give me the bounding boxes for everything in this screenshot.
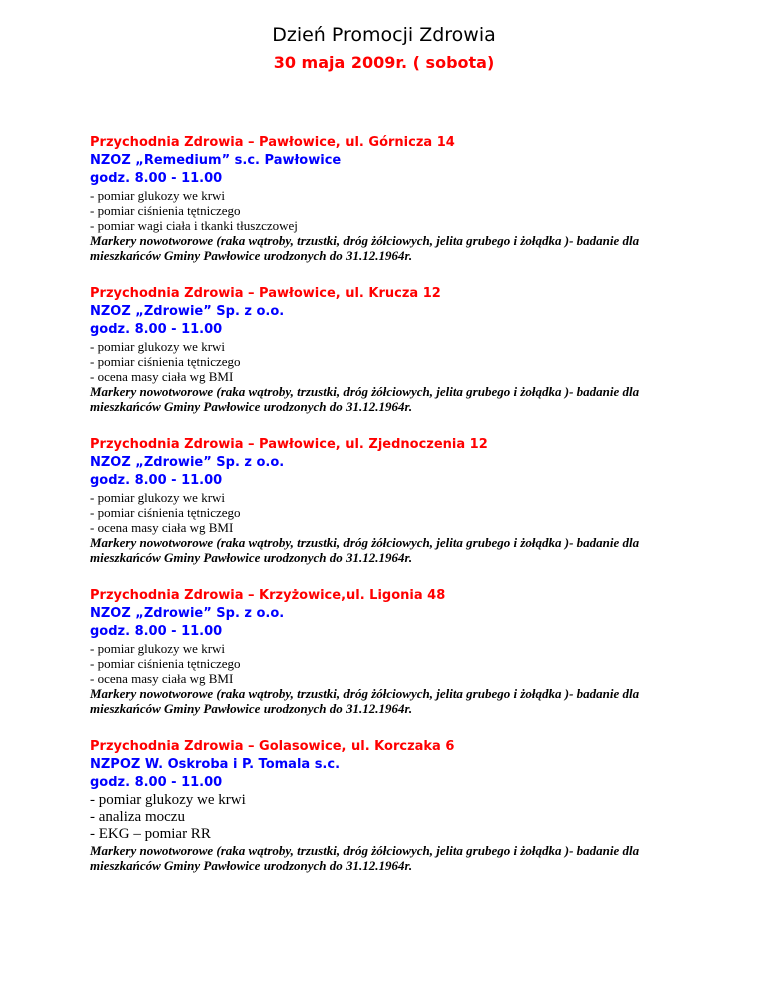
clinic-provider: NZPOZ W. Oskroba i P. Tomala s.c. — [90, 757, 341, 772]
tumor-markers-note: Markery nowotworowe (raka wątroby, trzustki, dróg żółciowych, jelita grubego i żołądka )- badanie dla mieszkańców Gminy Pawłowice urodzonych do 31.12.1964r. — [90, 233, 640, 263]
exam-item: - pomiar wagi ciała i tkanki tłuszczowej — [90, 218, 298, 233]
clinic-title: Przychodnia Zdrowia – Pawłowice, ul. Zjednoczenia 12 — [90, 437, 488, 452]
tumor-markers-note: Markery nowotworowe (raka wątroby, trzustki, dróg żółciowych, jelita grubego i żołądka )- badanie dla mieszkańców Gminy Pawłowice urodzonych do 31.12.1964r. — [90, 686, 640, 716]
page-title: Dzień Promocji Zdrowia — [272, 24, 496, 46]
exam-item: - pomiar glukozy we krwi — [90, 339, 226, 354]
clinic-title: Przychodnia Zdrowia – Krzyżowice,ul. Ligonia 48 — [90, 588, 446, 603]
exam-item: - pomiar glukozy we krwi — [90, 792, 246, 808]
exam-item: - pomiar glukozy we krwi — [90, 490, 226, 505]
clinic-title: Przychodnia Zdrowia – Pawłowice, ul. Górnicza 14 — [90, 135, 455, 150]
tumor-markers-note: Markery nowotworowe (raka wątroby, trzustki, dróg żółciowych, jelita grubego i żołądka )- badanie dla mieszkańców Gminy Pawłowice urodzonych do 31.12.1964r. — [90, 384, 640, 414]
tumor-markers-note: Markery nowotworowe (raka wątroby, trzustki, dróg żółciowych, jelita grubego i żołądka )- badanie dla mieszkańców Gminy Pawłowice urodzonych do 31.12.1964r. — [90, 535, 640, 565]
exam-item: - analiza moczu — [90, 809, 185, 825]
page-subtitle-date: 30 maja 2009r. ( sobota) — [273, 53, 495, 72]
clinic-hours: godz. 8.00 - 11.00 — [90, 322, 223, 337]
clinic-provider: NZOZ „Remedium” s.c. Pawłowice — [90, 153, 342, 168]
exam-item: - ocena masy ciała wg BMI — [90, 671, 234, 686]
clinic-provider: NZOZ „Zdrowie” Sp. z o.o. — [90, 606, 285, 621]
clinic-provider: NZOZ „Zdrowie” Sp. z o.o. — [90, 455, 285, 470]
exam-item: - pomiar glukozy we krwi — [90, 641, 226, 656]
exam-item: - pomiar ciśnienia tętniczego — [90, 505, 241, 520]
clinic-section-krucza — [90, 284, 690, 414]
clinic-section-korczaka — [90, 737, 690, 873]
clinic-title: Przychodnia Zdrowia – Golasowice, ul. Korczaka 6 — [90, 739, 455, 754]
exam-item: - pomiar ciśnienia tętniczego — [90, 354, 241, 369]
exam-item: - ocena masy ciała wg BMI — [90, 369, 234, 384]
exam-item: - pomiar ciśnienia tętniczego — [90, 656, 241, 671]
exam-item: - EKG – pomiar RR — [90, 826, 211, 842]
clinic-section-gornicza — [90, 133, 690, 263]
clinic-hours: godz. 8.00 - 11.00 — [90, 624, 223, 639]
clinic-sections — [90, 133, 690, 894]
clinic-section-zjednoczenia — [90, 435, 690, 565]
exam-item: - pomiar ciśnienia tętniczego — [90, 203, 241, 218]
clinic-title: Przychodnia Zdrowia – Pawłowice, ul. Krucza 12 — [90, 286, 441, 301]
clinic-hours: godz. 8.00 - 11.00 — [90, 171, 223, 186]
exam-item: - ocena masy ciała wg BMI — [90, 520, 234, 535]
clinic-hours: godz. 8.00 - 11.00 — [90, 473, 223, 488]
clinic-provider: NZOZ „Zdrowie” Sp. z o.o. — [90, 304, 285, 319]
clinic-hours: godz. 8.00 - 11.00 — [90, 775, 223, 790]
clinic-section-ligonia — [90, 586, 690, 716]
exam-item: - pomiar glukozy we krwi — [90, 188, 226, 203]
tumor-markers-note: Markery nowotworowe (raka wątroby, trzustki, dróg żółciowych, jelita grubego i żołądka )- badanie dla mieszkańców Gminy Pawłowice urodzonych do 31.12.1964r. — [90, 843, 640, 873]
